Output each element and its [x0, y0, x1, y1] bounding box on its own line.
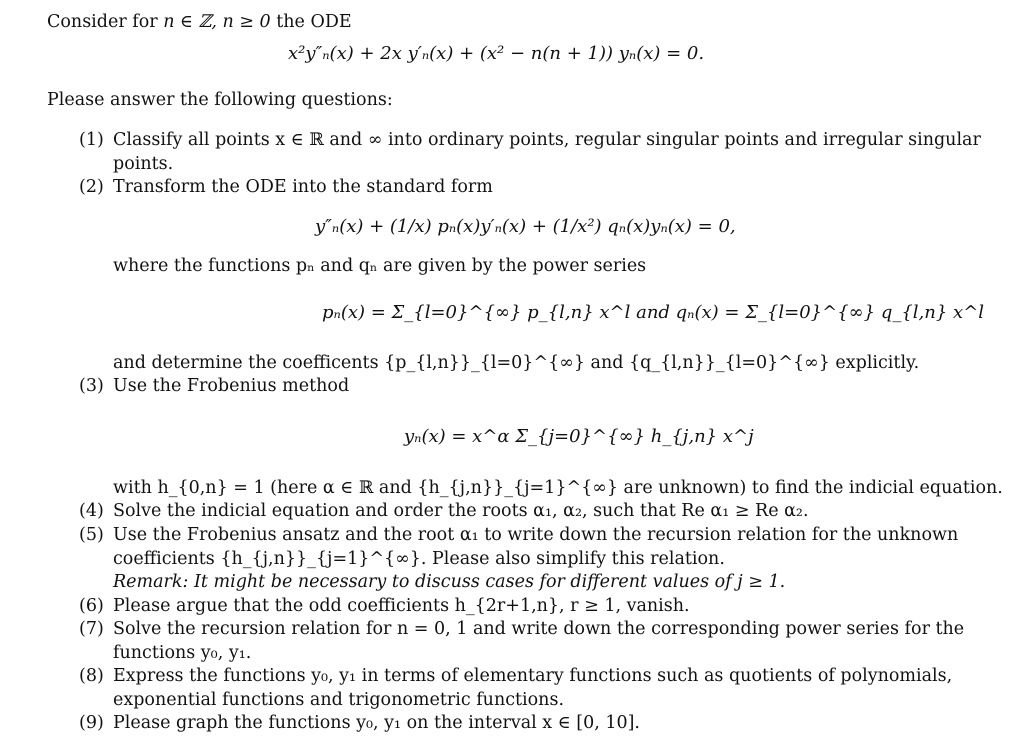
prompt-text: Please answer the following questions: — [47, 90, 393, 110]
standard-form-equation: y″ₙ(x) + (1/x) pₙ(x)y′ₙ(x) + (1/x²) qₙ(x)yₙ(x) = 0, — [315, 216, 736, 237]
question-8 — [79, 666, 953, 686]
question-5 — [79, 525, 959, 545]
ode-equation: x²y″ₙ(x) + 2x y′ₙ(x) + (x² − n(n + 1)) yₙ(x) = 0. — [288, 43, 705, 64]
question-4-number: (4) — [79, 501, 104, 521]
question-2-determine: and determine the coefficents {p_{l,n}}_{l=0}^{∞} and {q_{l,n}}_{l=0}^{∞} explicitly. — [113, 353, 920, 373]
question-7-text: Solve the recursion relation for n = 0, 1 and write down the corresponding power series for the — [113, 619, 965, 639]
question-3-text: Use the Frobenius method — [113, 376, 350, 396]
question-1-line-2: points. — [113, 154, 174, 174]
question-1-text-b: x ∈ ℝ and ∞ into ordinary points, regular singular points and irregular singular — [275, 130, 981, 150]
intro-condition: n ∈ ℤ, n ≥ 0 — [163, 12, 271, 32]
question-9-number: (9) — [79, 713, 104, 733]
question-2-where: where the functions pₙ and qₙ are given by the power series — [113, 256, 647, 276]
frobenius-ansatz-equation: yₙ(x) = x^α Σ_{j=0}^{∞} h_{j,n} x^j — [404, 426, 754, 447]
question-9 — [79, 713, 640, 733]
question-3-number: (3) — [79, 376, 104, 396]
question-4-text: Solve the indicial equation and order the roots α₁, α₂, such that Re α₁ ≥ Re α₂. — [113, 501, 809, 521]
question-5-number: (5) — [79, 525, 104, 545]
question-2-number: (2) — [79, 177, 104, 197]
question-8-text: Express the functions y₀, y₁ in terms of elementary functions such as quotients of polynomials, — [113, 666, 953, 686]
question-6-text: Please argue that the odd coefficients h_{2r+1,n}, r ≥ 1, vanish. — [113, 596, 690, 616]
question-7-line-2: functions y₀, y₁. — [113, 643, 252, 663]
question-1-text-a: Classify all points — [113, 130, 270, 150]
intro-text: Consider for — [47, 12, 158, 32]
question-1-number: (1) — [79, 130, 104, 150]
question-8-line-2: exponential functions and trigonometric functions. — [113, 690, 565, 710]
question-3 — [79, 376, 350, 396]
question-5-text: Use the Frobenius ansatz and the root α₁ to write down the recursion relation for the unknown — [113, 525, 959, 545]
intro-line — [47, 14, 352, 32]
question-5-line-2: coefficients {h_{j,n}}_{j=1}^{∞}. Please also simplify this relation. — [113, 549, 725, 569]
power-series-equation: pₙ(x) = Σ_{l=0}^{∞} p_{l,n} x^l and qₙ(x) = Σ_{l=0}^{∞} q_{l,n} x^l — [322, 302, 985, 323]
question-9-text: Please graph the functions y₀, y₁ on the interval x ∈ [0, 10]. — [113, 713, 640, 733]
question-6-number: (6) — [79, 596, 104, 616]
question-4 — [79, 501, 809, 521]
question-2-text: Transform the ODE into the standard form — [113, 177, 493, 197]
question-8-number: (8) — [79, 666, 104, 686]
question-7-number: (7) — [79, 619, 104, 639]
question-1 — [79, 130, 981, 150]
question-7 — [79, 619, 965, 639]
intro-tail: the ODE — [276, 12, 352, 32]
question-3-with: with h_{0,n} = 1 (here α ∈ ℝ and {h_{j,n}}_{j=1}^{∞} are unknown) to find the indicial equation. — [113, 478, 1003, 498]
question-6 — [79, 596, 690, 616]
question-5-remark: Remark: It might be necessary to discuss cases for different values of j ≥ 1. — [113, 572, 786, 592]
question-2 — [79, 177, 493, 197]
